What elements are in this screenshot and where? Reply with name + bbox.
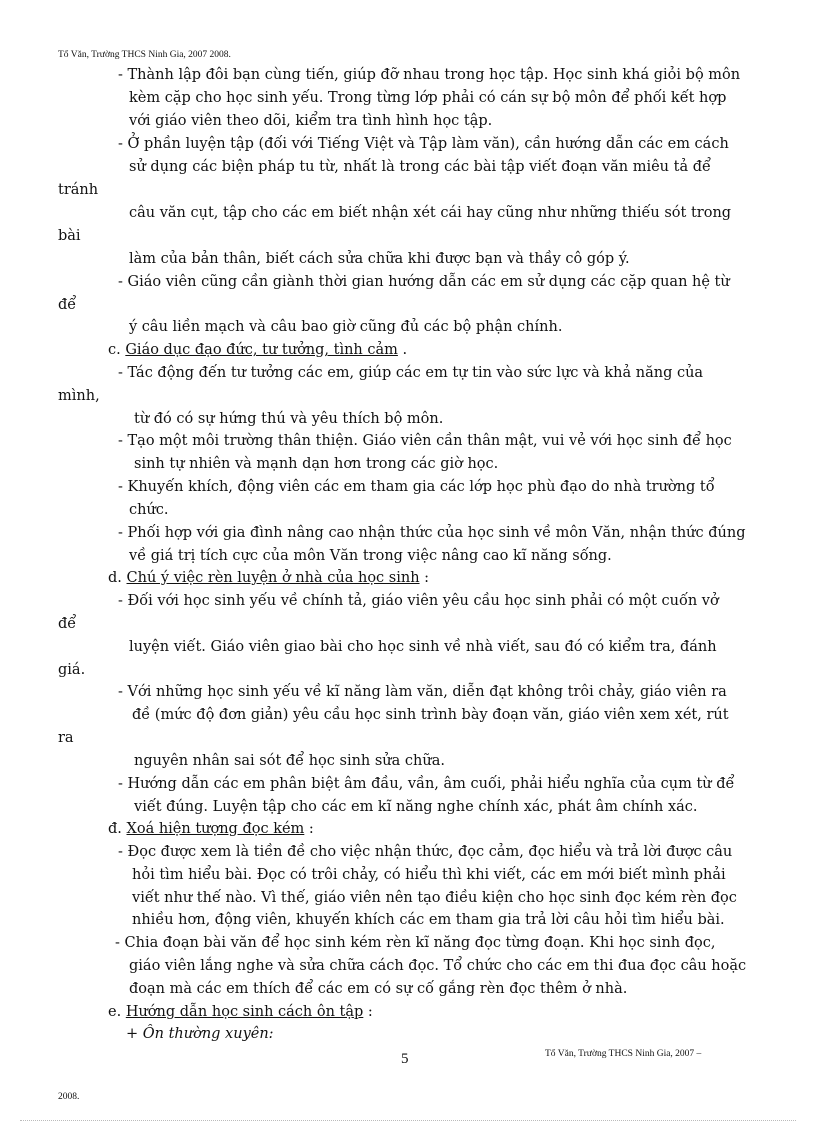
body-line: - Phối hợp với gia đình nâng cao nhận thức của học sinh về môn Văn, nhận thức đúng — [118, 525, 746, 541]
section-punct: : — [304, 821, 314, 837]
body-line: luyện viết. Giáo viên giao bài cho học sinh về nhà viết, sau đó có kiểm tra, đánh — [129, 639, 717, 655]
section-title: Chú ý việc rèn luyện ở nhà của học sinh — [126, 570, 420, 586]
body-line: chức. — [129, 502, 169, 518]
body-line: giáo viên lắng nghe và sửa chữa cách đọc. Tổ chức cho các em thi đua đọc câu hoặc — [129, 958, 747, 974]
section-letter: d. — [108, 570, 127, 586]
section-punct: . — [397, 342, 408, 358]
body-line: - Khuyến khích, động viên các em tham gia các lớp học phù đạo do nhà trường tổ — [118, 479, 715, 495]
body-line: đề (mức độ đơn giản) yêu cầu học sinh trình bày đoạn văn, giáo viên xem xét, rút — [132, 707, 729, 723]
body-line: kèm cặp cho học sinh yếu. Trong từng lớp phải có cán sự bộ môn để phối kết hợp — [129, 90, 727, 106]
body-line: viết đúng. Luyện tập cho các em kĩ năng nghe chính xác, phát âm chính xác. — [134, 799, 698, 815]
section-title: Hướng dẫn học sinh cách ôn tập — [125, 1004, 364, 1020]
body-line: ý câu liền mạch và câu bao giờ cũng đủ các bộ phận chính. — [129, 319, 563, 335]
body-line: làm của bản thân, biết cách sửa chữa khi được bạn và thầy cô góp ý. — [129, 251, 630, 267]
page-footer-wrap: 2008. — [58, 1092, 80, 1102]
section-title: Giáo dục đạo đức, tư tưởng, tình cảm — [125, 342, 398, 358]
body-line: tránh — [58, 182, 99, 198]
body-line: nguyên nhân sai sót để học sinh sửa chữa. — [134, 753, 445, 769]
section-heading-e — [108, 1003, 373, 1021]
body-line: sử dụng các biện pháp tu từ, nhất là trong các bài tập viết đoạn văn miêu tả để — [129, 159, 711, 175]
body-line: ra — [58, 730, 74, 746]
body-line: sinh tự nhiên và mạnh dạn hơn trong các giờ học. — [134, 456, 499, 472]
body-line: - Chia đoạn bài văn để học sinh kém rèn kĩ năng đọc từng đoạn. Khi học sinh đọc, — [115, 935, 716, 951]
body-line: hỏi tìm hiểu bài. Đọc có trôi chảy, có hiểu thì khi viết, các em mới biết mình phải — [132, 867, 726, 883]
body-line: - Ở phần luyện tập (đối với Tiếng Việt và Tập làm văn), cần hướng dẫn các em cách — [118, 136, 729, 152]
section-heading-d — [108, 569, 429, 587]
body-line: câu văn cụt, tập cho các em biết nhận xét cái hay cũng như những thiếu sót trong — [129, 205, 732, 221]
body-line: - Tác động đến tư tưởng các em, giúp các em tự tin vào sức lực và khả năng của — [118, 365, 704, 381]
page-number: 5 — [401, 1051, 409, 1067]
body-line: - Giáo viên cũng cần giành thời gian hướng dẫn các em sử dụng các cặp quan hệ từ — [118, 274, 730, 290]
page-header: Tổ Văn, Trường THCS Ninh Gia, 2007 2008. — [58, 50, 231, 60]
section-letter: c. — [108, 342, 126, 358]
section-heading-c — [108, 341, 407, 359]
section-title: Xoá hiện tượng đọc kém — [126, 821, 305, 837]
section-punct: : — [419, 570, 430, 586]
body-line: viết như thế nào. Vì thế, giáo viên nên tạo điều kiện cho học sinh đọc kém rèn đọc — [132, 890, 737, 906]
body-line: - Đối với học sinh yếu về chính tả, giáo viên yêu cầu học sinh phải có một cuốn vở — [118, 593, 719, 609]
body-line: để — [58, 616, 77, 632]
body-line: từ đó có sự hứng thú và yêu thích bộ môn. — [134, 411, 444, 427]
page-bottom-border — [20, 1120, 796, 1121]
section-heading-dd — [108, 820, 314, 838]
subsection-item: + Ôn thường xuyên: — [126, 1026, 274, 1042]
body-line: đoạn mà các em thích để các em có sự cố gắng rèn đọc thêm ở nhà. — [129, 981, 628, 997]
body-line: - Hướng dẫn các em phân biệt âm đầu, vần, âm cuối, phải hiểu nghĩa của cụm từ để — [118, 776, 735, 792]
body-line: để — [58, 297, 77, 313]
section-letter: đ. — [108, 821, 127, 837]
body-line: nhiều hơn, động viên, khuyến khích các em tham gia trả lời câu hỏi tìm hiểu bài. — [132, 912, 725, 928]
body-line: - Đọc được xem là tiền đề cho việc nhận thức, đọc cảm, đọc hiểu và trả lời được câu — [118, 844, 733, 860]
body-line: - Với những học sinh yếu về kĩ năng làm văn, diễn đạt không trôi chảy, giáo viên ra — [118, 684, 727, 700]
body-line: mình, — [58, 388, 100, 404]
body-line: - Tạo một môi trường thân thiện. Giáo viên cần thân mật, vui vẻ với học sinh để học — [118, 433, 732, 449]
body-line: - Thành lập đôi bạn cùng tiến, giúp đỡ nhau trong học tập. Học sinh khá giỏi bộ môn — [118, 67, 741, 83]
body-line: giá. — [58, 662, 86, 678]
section-letter: e. — [108, 1004, 126, 1020]
body-line: bài — [58, 228, 81, 244]
section-punct: : — [363, 1004, 373, 1020]
body-line: về giá trị tích cực của môn Văn trong việc nâng cao kĩ năng sống. — [129, 548, 612, 564]
page-footer: Tổ Văn, Trường THCS Ninh Gia, 2007 – — [545, 1049, 702, 1059]
body-line: với giáo viên theo dõi, kiểm tra tình hình học tập. — [129, 113, 493, 129]
